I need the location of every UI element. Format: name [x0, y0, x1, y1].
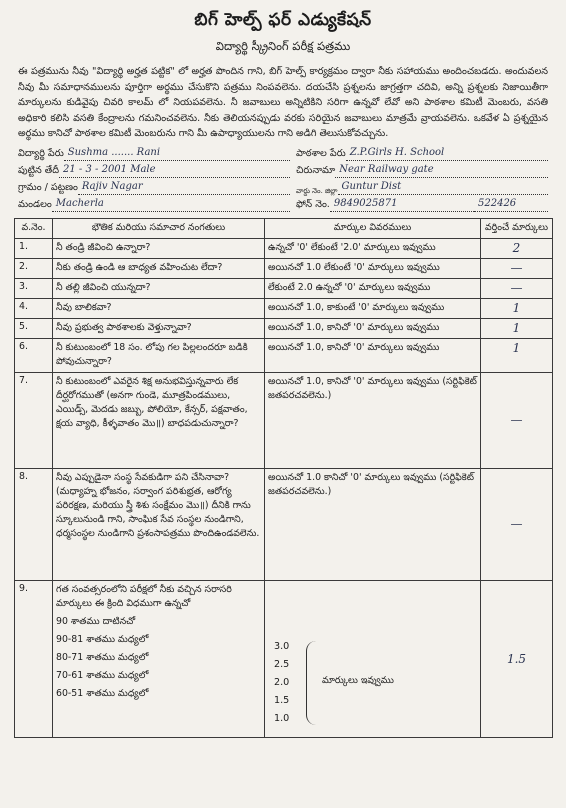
page-subtitle: విద్యార్థి స్క్రీనింగ్ పరీక్ష పత్రము: [215, 39, 351, 53]
row-question: నీ తండ్రి జీవించి ఉన్నారా?: [53, 238, 265, 258]
row-question: [53, 580, 265, 737]
band-mark: 2.0: [274, 676, 290, 688]
row-rule: అయినచో 1.0, కాకుంటే '0' మార్కులు ఇవ్వుము: [265, 298, 481, 318]
district-field[interactable]: Guntur Dist: [338, 181, 549, 195]
row-rule: అయినచో 1.0, కానిచో '0' మార్కులు ఇవ్వుము (సర్టిఫికెట్ జతపరచవలెను.): [265, 372, 481, 468]
phone-field[interactable]: 9849025871: [330, 198, 474, 212]
row-rule: అయినచో 1.0, కానిచో '0' మార్కులు ఇవ్వుము: [265, 338, 481, 372]
pin-field[interactable]: 522426: [474, 198, 548, 212]
row-score[interactable]: —: [481, 258, 553, 278]
table-row: [15, 580, 553, 737]
mandal-label: మండలం: [18, 198, 52, 210]
col-header-marks-details: మార్కుల వివరములు: [265, 218, 481, 238]
row-rule: లేకుంటే 2.0 ఉన్నచో '0' మార్కులు ఇవ్వుము: [265, 278, 481, 298]
school-field[interactable]: Z.P.Girls H. School: [346, 147, 548, 161]
dob-label: పుట్టిన తేదీ: [18, 164, 60, 176]
row-score[interactable]: 2: [481, 238, 553, 258]
screening-table: [14, 218, 553, 738]
row-score[interactable]: —: [481, 372, 553, 468]
table-row: [15, 258, 553, 278]
page-title: బిగ్ హెల్ప్ ఫర్ ఎడ్యుకేషన్: [194, 10, 372, 30]
dob-field[interactable]: 21 - 3 - 2001 Male: [59, 164, 290, 178]
row-number: 9.: [15, 580, 53, 737]
band-mark: 1.0: [274, 712, 290, 724]
village-label: గ్రామం / పట్టణం: [18, 181, 78, 193]
row-score[interactable]: —: [481, 278, 553, 298]
row-question: నీవు ఎప్పుడైనా సంస్థ సేవకుడిగా పని చేసినావా? (మధ్యాహ్న భోజనం, సర్వాంగ పరిశుభ్రత, ఆరోగ్య పరిరక్షణ, మరియు స్త్రీ శిశు సంక్షేమం మొ॥) దీనికి గాను స్కూలునుండి గాని, సాంఘిక సేవ సంస్థల నుండిగాని, ధర్మసంస్థల నుండిగాని ప్రశంసాపత్రము పొందిఉండవలెను.: [53, 468, 265, 580]
band-rule: మార్కులు ఇవ్వుము: [322, 674, 394, 686]
row-number: 7.: [15, 372, 53, 468]
band-label: 80-71 శాతము మధ్యలో: [56, 651, 149, 663]
table-header-row: [15, 218, 553, 238]
band-label: 60-51 శాతము మధ్యలో: [56, 687, 149, 699]
phone-label: ఫోన్ నెం.: [296, 198, 330, 210]
student-details-form: [14, 144, 552, 212]
row-score[interactable]: 1: [481, 298, 553, 318]
band-mark: 2.5: [274, 658, 290, 670]
row-rule: అయినచో 1.0 లేకుంటే '0' మార్కులు ఇవ్వుము: [265, 258, 481, 278]
col-header-question: భౌతిక మరియు సమాచార నంగతులు: [53, 218, 265, 238]
instructions-paragraph: ఈ పత్రమును నీవు "విద్యార్థి అర్హత పట్టిక" లో అర్హత పొందిన గాని, బిగ్ హెల్ప్ కార్యక్రమం ద్వారా నీకు సహాయము అందించబడదు. అందువలన నీవు మీ సమాధానములను పూర్తిగా అర్థము చేసుకొని పత్రము నింపవలెను. దయచేసి ప్రశ్నలను జాగ్రత్తగా చదివి, అన్ని ప్రశ్నలకు నిజాయితీగా మార్కులను కుడివైపు చివరి కాలమ్ లో నియపవలెను. నీ జవాబులు అన్నిటికిని సరిగా ఉన్నవో లేవో అని పాఠశాల కమిటీ మెంబరు, వసతి అధికారి కలిసి వసతి కేంద్రాలను గమనించవలెను. నీకు తెలియనప్పుడు వరకు సరియైన జవాబులు మాత్రమే వ్రాయవలెను. ఒకవేళ ఏ ప్రశ్నయైన అర్థము కానిచో పాఠశాల కమిటీ మెంబరును గాని మీ ఉపాధ్యాయులను గాని అడిగి తెలుసుకోవచ్చును.: [18, 66, 548, 140]
row-number: 3.: [15, 278, 53, 298]
row-number: 2.: [15, 258, 53, 278]
band-label: 90-81 శాతము మధ్యలో: [56, 633, 149, 645]
row-question: నీవు ప్రభుత్వ పాఠశాలకు వెళ్తున్నావా?: [53, 318, 265, 338]
village-field[interactable]: Rajiv Nagar: [78, 181, 290, 195]
row-question-text: గత సంవత్సరంలోని పరీక్షలో నీకు వచ్చిన సరాసరి మార్కులు ఈ క్రింది విధముగా ఉన్నచో: [56, 583, 232, 609]
band-label: 90 శాతము దాటినచో: [56, 615, 136, 627]
table-row: [15, 298, 553, 318]
row-question: నీకు తండ్రి ఉండి ఆ బాధ్యత వహించుట లేదా?: [53, 258, 265, 278]
table-row: [15, 278, 553, 298]
row-rule: అయినచో 1.0, కానిచో '0' మార్కులు ఇవ్వుము: [265, 318, 481, 338]
col-header-number: వ.నెం.: [15, 218, 53, 238]
col-header-applicable-marks: వర్తించే మార్కులు: [481, 218, 553, 238]
row-question: నీ కుటుంబంలో ఎవరైన శిక్ష అనుభవిస్తున్నవారు లేక దీర్ఘరోగముతో (అనగా గుండె, మూత్రపిండములు, ఎయిడ్స్, మెదడు జబ్బు, పోలియో, కేన్సర్, పక్షవాతం, క్షయ వ్యాధి, కీళ్ళవాతం మొ॥) బాధపడుచున్నారా?: [53, 372, 265, 468]
row-score[interactable]: —: [481, 468, 553, 580]
band-mark: 3.0: [274, 640, 290, 652]
band-mark: 1.5: [274, 694, 290, 706]
row-score[interactable]: 1: [481, 338, 553, 372]
row-number: 4.: [15, 298, 53, 318]
row-rule: ఉన్నచో '0' లేకుంటే '2.0' మార్కులు ఇవ్వుము: [265, 238, 481, 258]
brace-icon: [306, 641, 317, 725]
address-field[interactable]: Near Railway gate: [335, 164, 548, 178]
student-name-field[interactable]: Sushma ....... Rani: [64, 147, 290, 161]
school-label: పాఠశాల పేరు: [296, 147, 346, 159]
row-question: నీ కుటుంబంలో 18 సం. లోపు గల పిల్లలందరూ బడికి పోవుచున్నారా?: [53, 338, 265, 372]
row-rule: అయినచో 1.0 కానిచో '0' మార్కులు ఇవ్వుము (సర్టిఫికెట్ జతపరచవలెను.): [265, 468, 481, 580]
row-number: 8.: [15, 468, 53, 580]
table-row: [15, 468, 553, 580]
row-score[interactable]: 1: [481, 318, 553, 338]
row-number: 5.: [15, 318, 53, 338]
row-number: 6.: [15, 338, 53, 372]
table-row: [15, 372, 553, 468]
ward-district-label: వార్డు నెం. జిల్లా: [296, 186, 338, 195]
table-row: [15, 238, 553, 258]
row-number: 1.: [15, 238, 53, 258]
student-name-label: విద్యార్థి పేరు: [18, 147, 64, 159]
band-label: 70-61 శాతము మధ్యలో: [56, 669, 149, 681]
row-question: నీ తల్లి జీవించి యున్నదా?: [53, 278, 265, 298]
address-label: చిరునామా: [296, 164, 336, 176]
row-score[interactable]: 1.5: [481, 580, 553, 737]
table-row: [15, 318, 553, 338]
row-question: నీవు బాలికవా?: [53, 298, 265, 318]
band-marks: [268, 583, 477, 735]
row-rule: [265, 580, 481, 737]
table-row: [15, 338, 553, 372]
mandal-field[interactable]: Macherla: [52, 198, 290, 212]
